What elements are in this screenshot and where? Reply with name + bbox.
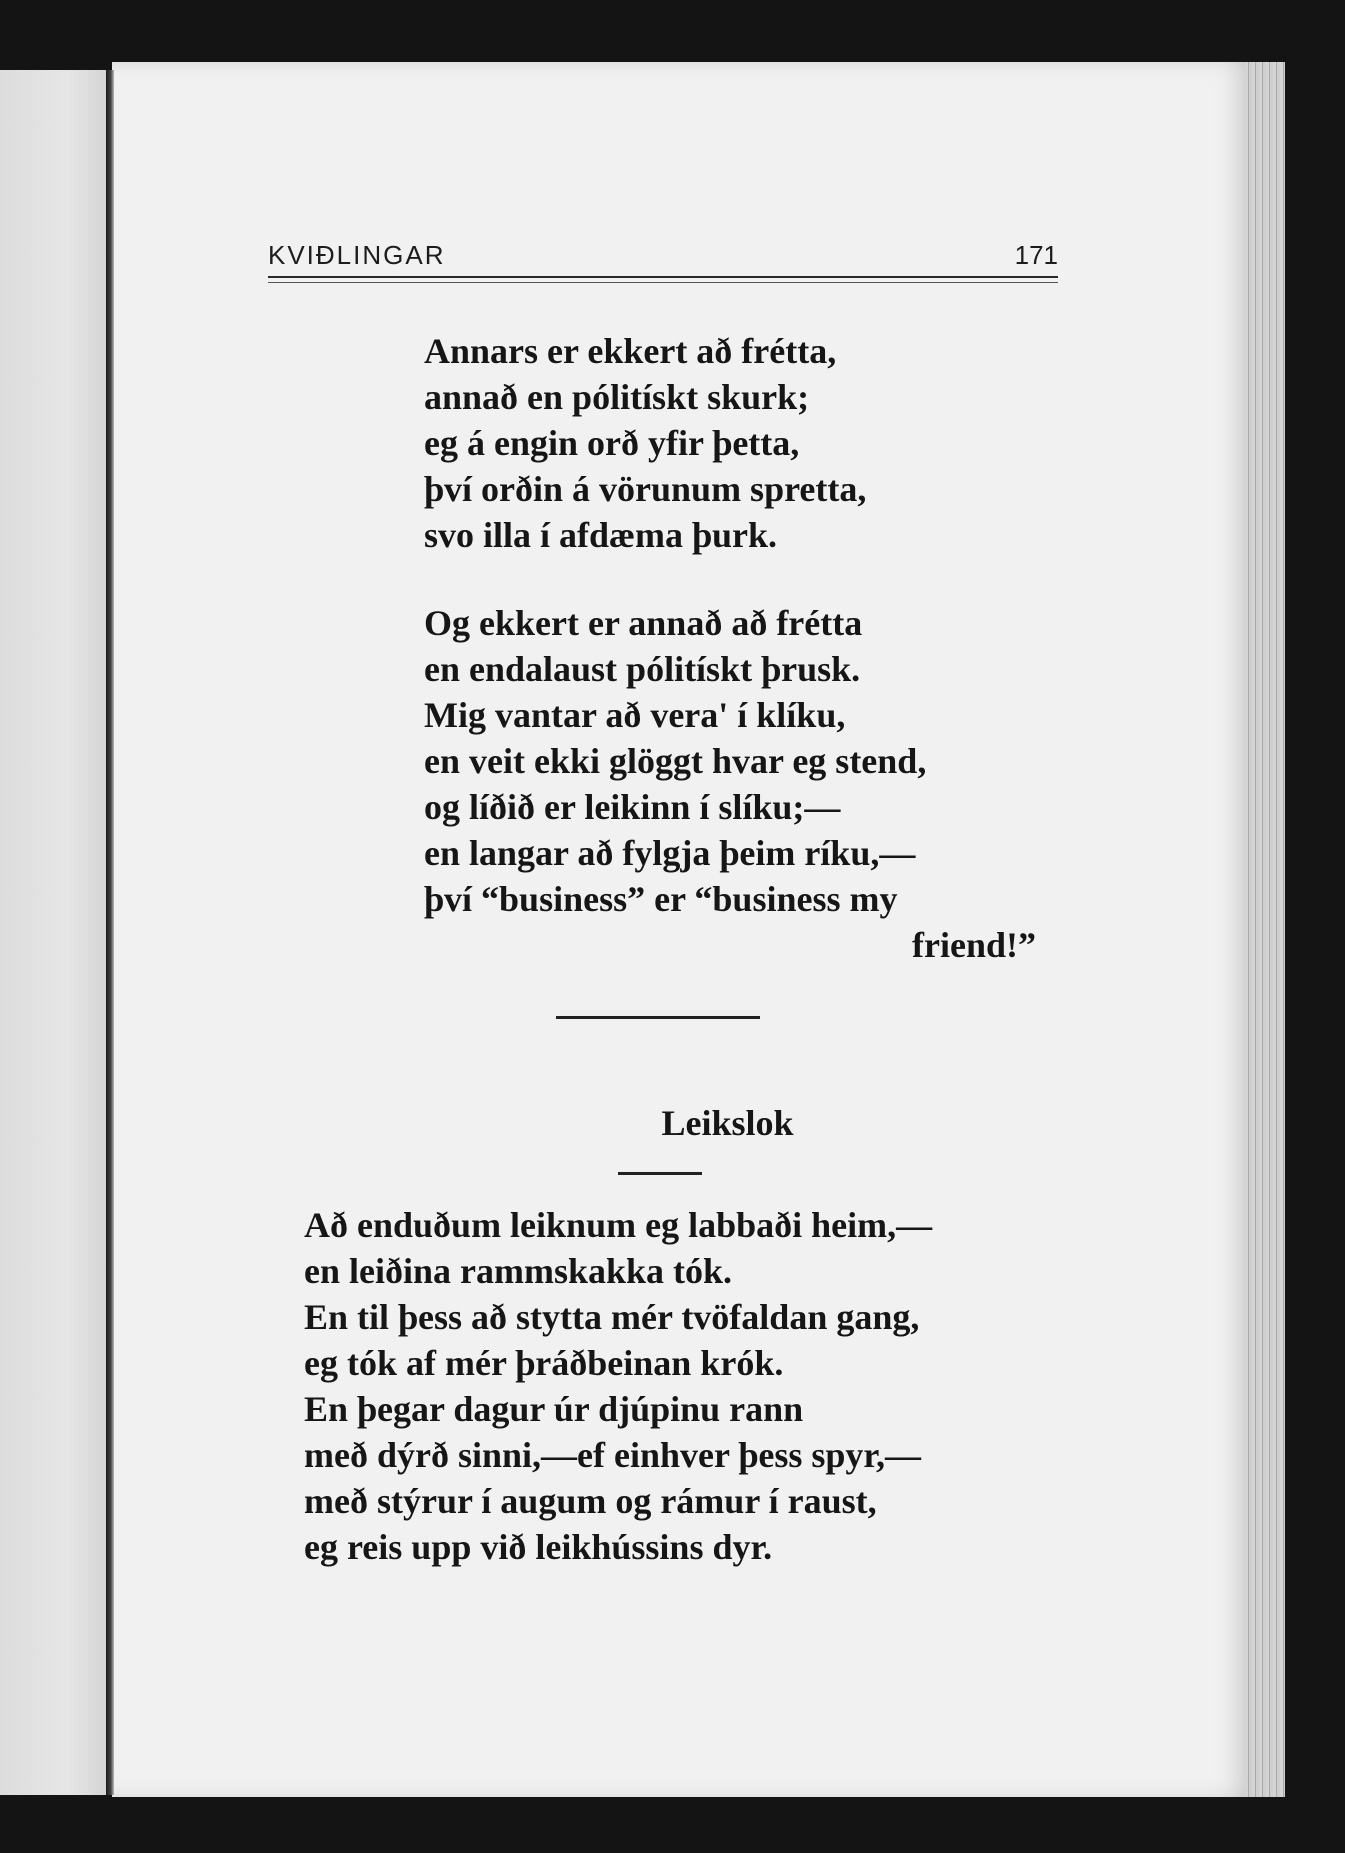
verse-line: en langar að fylgja þeim ríku,— xyxy=(424,833,916,873)
verse-line: með dýrð sinni,—ef einhver þess spyr,— xyxy=(304,1435,922,1475)
title-underline xyxy=(618,1172,702,1175)
stanza-3 xyxy=(304,1202,932,1570)
verse-line: eg tók af mér þráðbeinan krók. xyxy=(304,1343,784,1383)
verse-line: En þegar dagur úr djúpinu rann xyxy=(304,1389,804,1429)
header-rule xyxy=(268,276,1058,283)
page-stack-edge xyxy=(1245,62,1285,1797)
verse-line: Að enduðum leiknum eg labbaði heim,— xyxy=(304,1205,933,1245)
running-title: KVIÐLINGAR xyxy=(268,240,446,270)
verse-line: en endalaust pólitískt þrusk. xyxy=(424,649,861,689)
verse-line: því orðin á vörunum spretta, xyxy=(424,469,867,509)
page-header xyxy=(268,240,1058,274)
poem-title xyxy=(0,1102,1345,1144)
verse-line: En til þess að stytta mér tvöfaldan gang, xyxy=(304,1297,920,1337)
verse-line-turnover: friend!” xyxy=(912,925,1036,965)
stanza-2 xyxy=(424,600,1036,968)
section-divider xyxy=(556,1016,760,1019)
verse-line: Mig vantar að vera' í klíku, xyxy=(424,695,846,735)
verse-line: Annars er ekkert að frétta, xyxy=(424,331,837,371)
verse-line: en leiðina rammskakka tók. xyxy=(304,1251,733,1291)
book-gutter xyxy=(106,70,114,1795)
page-number: 171 xyxy=(1014,240,1058,270)
verse-line: með stýrur í augum og rámur í raust, xyxy=(304,1481,877,1521)
verse-line: Og ekkert er annað að frétta xyxy=(424,603,863,643)
poem-title-text: Leikslok xyxy=(661,1103,794,1143)
verse-line: en veit ekki glöggt hvar eg stend, xyxy=(424,741,927,781)
verse-line: svo illa í afdæma þurk. xyxy=(424,515,778,555)
verse-line: því “business” er “business my xyxy=(424,879,898,919)
verse-line: annað en pólitískt skurk; xyxy=(424,377,810,417)
verse-line: og líðið er leikinn í slíku;— xyxy=(424,787,841,827)
verse-line: eg á engin orð yfir þetta, xyxy=(424,423,800,463)
verse-line: eg reis upp við leikhússins dyr. xyxy=(304,1527,773,1567)
facing-page-edge xyxy=(0,70,112,1795)
stanza-1 xyxy=(424,328,866,558)
